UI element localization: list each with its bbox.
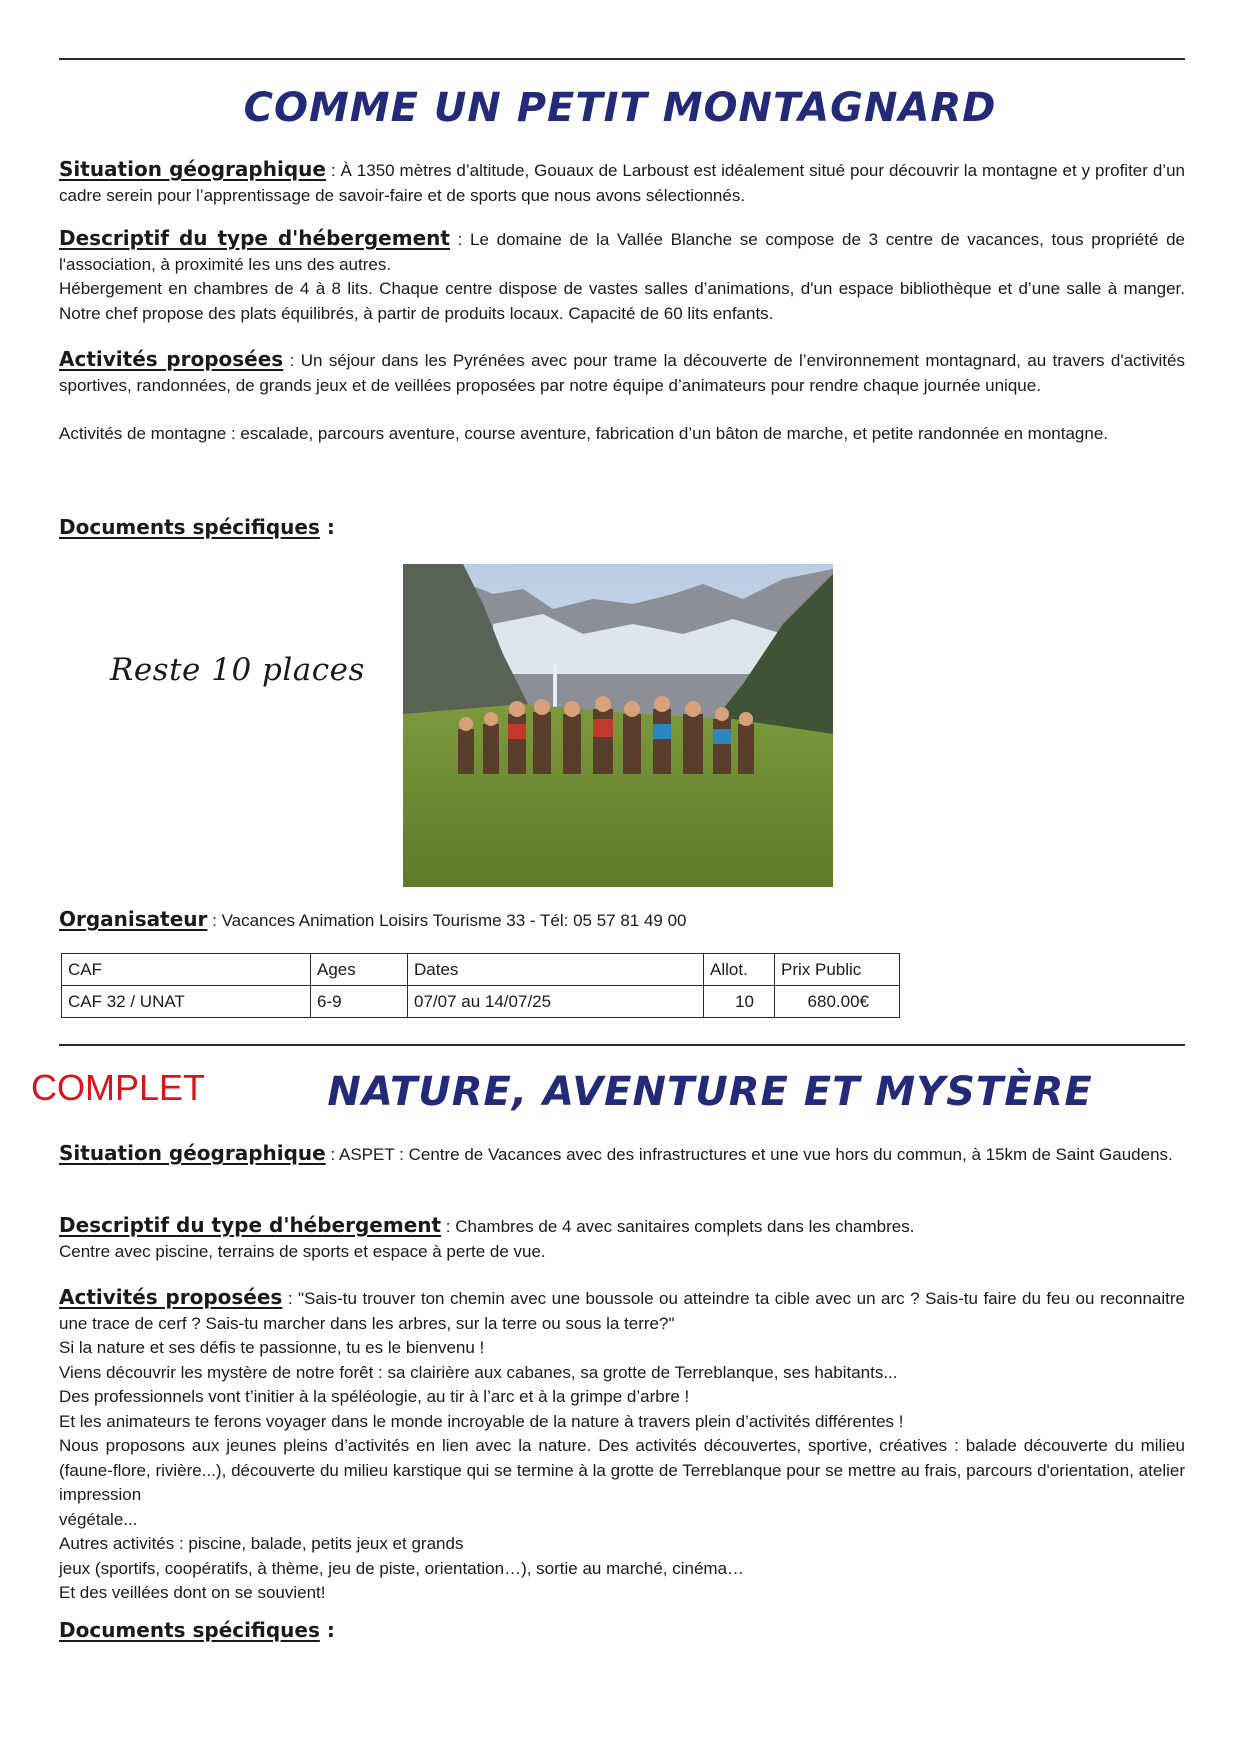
section2-hebergement [59, 1213, 1185, 1264]
documents-suffix-2: : [319, 1618, 335, 1642]
documents-label: Documents spécifiques [59, 515, 320, 539]
situation-label-2: Situation géographique [59, 1141, 326, 1165]
hebergement-label: Descriptif du type d'hébergement [59, 226, 450, 250]
section1-title: COMME UN PETIT MONTAGNARD [243, 85, 997, 131]
section2-documents [59, 1618, 1185, 1645]
cell-caf: CAF 32 / UNAT [62, 986, 311, 1018]
activites-text-2b: : "Sais-tu trouver ton chemin avec une boussole ou atteindre ta cible avec un arc ? Sais-tu faire du feu ou reconnaitre une trace de cerf ? Sais-tu marcher dans les arbres, sur la terre ou sous la terre?" [59, 1289, 1185, 1333]
section1-documents [59, 515, 1185, 542]
complet-status: COMPLET [31, 1067, 206, 1108]
cell-ages: 6-9 [311, 986, 408, 1018]
organisateur-text: : Vacances Animation Loisirs Tourisme 33 - Tél: 05 57 81 49 00 [207, 911, 687, 930]
activites-line: Autres activités : piscine, balade, petits jeux et grands [59, 1534, 464, 1553]
activites-text: : Un séjour dans les Pyrénées avec pour trame la découverte de l’environnement montagnard, au travers d'activités sportives, randonnées, de grands jeux et de veillées proposées par notre équipe d’animateurs pour rendre chaque journée unique. [59, 351, 1185, 395]
activites-line: jeux (sportifs, coopératifs, à thème, jeu de piste, orientation…), sortie au marché, cinéma… [59, 1558, 745, 1578]
activites-line: végétale... [59, 1509, 138, 1529]
activites-label: Activités proposées [59, 347, 284, 371]
group-mountain-photo [403, 564, 833, 887]
organisateur-label: Organisateur [59, 907, 208, 931]
activites-line: Et des veillées dont on se souvient! [59, 1583, 326, 1602]
documents-suffix: : [319, 515, 335, 539]
section2-activites [59, 1285, 1185, 1606]
documents-label-2: Documents spécifiques [59, 1618, 320, 1642]
activites-line: Viens découvrir les mystère de notre forêt : sa clairière aux cabanes, sa grotte de Terreblanque, ses habitants... [59, 1362, 898, 1382]
activites-label-2: Activités proposées [59, 1285, 283, 1309]
pricing-table [61, 953, 900, 1018]
activites-text-2: Activités de montagne : escalade, parcours aventure, course aventure, fabrication d’un bâton de marche, et petite randonnée en montagne. [59, 424, 1108, 443]
activites-line: Des professionnels vont t’initier à la spéléologie, au tir à l’arc et à la grimpe d’arbre ! [59, 1387, 690, 1406]
activites-line: Et les animateurs te ferons voyager dans le monde incroyable de la nature à travers plein d’activités différentes ! [59, 1411, 904, 1431]
header-prix: Prix Public [775, 954, 900, 986]
cell-prix: 680.00€ [775, 986, 900, 1018]
cell-allot: 10 [704, 986, 775, 1018]
table-header-row [62, 954, 900, 986]
remaining-places-note: Reste 10 places [110, 652, 365, 688]
hebergement-text-2: Hébergement en chambres de 4 à 8 lits. Chaque centre dispose de vastes salles d’animations, d'un espace bibliothèque et d’une salle à manger. Notre chef propose des plats équilibrés, à partir de produits locaux. Capacité de 60 lits enfants. [59, 279, 1185, 323]
table-row [62, 986, 900, 1018]
section1-situation [59, 157, 1185, 208]
header-ages: Ages [311, 954, 408, 986]
section1-hebergement [59, 226, 1185, 326]
section1-organisateur [59, 907, 1185, 934]
situation-text-2: : ASPET : Centre de Vacances avec des infrastructures et une vue hors du commun, à 15km de Saint Gaudens. [325, 1145, 1173, 1164]
header-dates: Dates [408, 954, 704, 986]
cell-dates: 07/07 au 14/07/25 [408, 986, 704, 1018]
activites-line: Nous proposons aux jeunes pleins d’activités en lien avec la nature. Des activités découvertes, sportive, créatives : balade découverte du milieu (faune-flore, rivière...), découverte du milieu karstique qui se termine à la grotte de Terreblanque pour se mettre au frais, parcours d'orientation, atelier impression [59, 1436, 1185, 1504]
middle-divider [59, 1044, 1185, 1046]
situation-text: : À 1350 mètres d’altitude, Gouaux de Larboust est idéalement situé pour découvrir la montagne et y profiter d’un cadre serein pour l’apprentissage de savoir-faire et de sports que nous avons sélectionnés. [59, 161, 1185, 205]
situation-label: Situation géographique [59, 157, 326, 181]
section2-situation [59, 1141, 1185, 1168]
top-divider [59, 58, 1185, 60]
hebergement-label-2: Descriptif du type d'hébergement [59, 1213, 442, 1237]
header-caf: CAF [62, 954, 311, 986]
section1-activites [59, 347, 1185, 447]
hebergement-text-2c: Centre avec piscine, terrains de sports et espace à perte de vue. [59, 1241, 546, 1261]
header-allot: Allot. [704, 954, 775, 986]
activites-line: Si la nature et ses défis te passionne, tu es le bienvenu ! [59, 1338, 485, 1357]
hebergement-text: : Le domaine de la Vallée Blanche se compose de 3 centre de vacances, tous propriété de l'association, à proximité les uns des autres. [59, 230, 1185, 274]
hebergement-text-2b: : Chambres de 4 avec sanitaires complets dans les chambres. [441, 1217, 915, 1236]
section2-title: NATURE, AVENTURE ET MYSTÈRE [327, 1069, 1093, 1115]
